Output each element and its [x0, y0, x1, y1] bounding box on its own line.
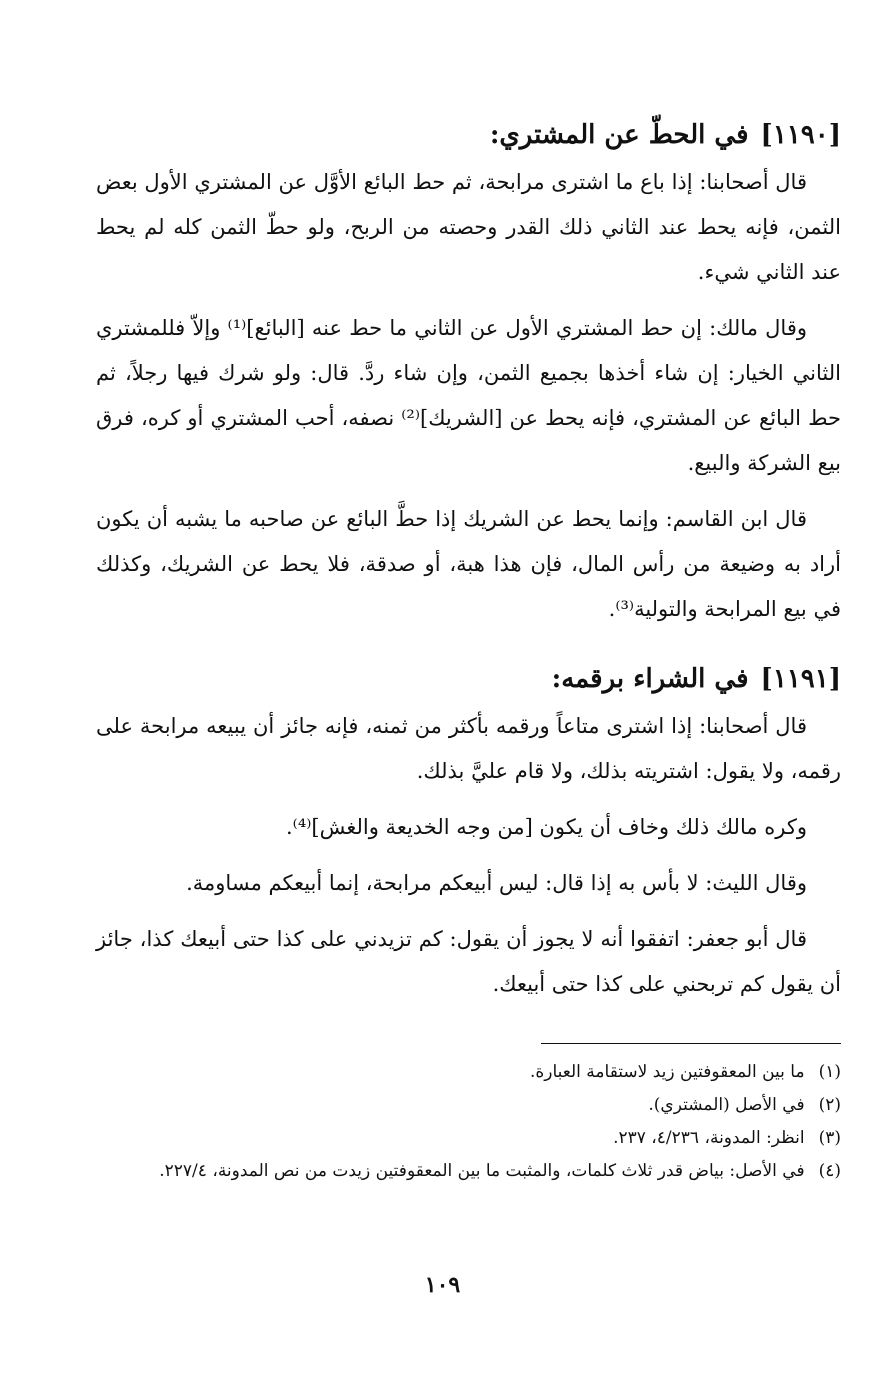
section-body-1191	[96, 704, 841, 1007]
footnote-number: (٤)	[818, 1161, 841, 1181]
section-body-1190	[96, 160, 841, 632]
paragraph: وقال الليث: لا بأس به إذا قال: ليس أبيعكم مرابحة، إنما أبيعكم مساومة.	[186, 871, 807, 895]
section-heading-1190	[96, 118, 841, 152]
footnote-text: ما بين المعقوفتين زيد لاستقامة العبارة.	[529, 1062, 805, 1082]
paragraph: قال أبو جعفر: اتفقوا أنه لا يجوز أن يقول: كم تزيدني على كذا حتى أبيعك كذا، جائز أن يقول كم تربحني على كذا حتى أبيعك.	[96, 927, 841, 996]
footnote-text: في الأصل (المشتري).	[648, 1095, 805, 1115]
section-heading-1191	[96, 662, 841, 696]
footnote	[96, 1155, 841, 1188]
paragraph: وكره مالك ذلك وخاف أن يكون [من وجه الخديعة والغش]⁽⁴⁾.	[285, 815, 807, 839]
paragraph: قال أصحابنا: إذا اشترى متاعاً ورقمه بأكثر من ثمنه، فإنه جائز أن يبيعه مرابحة على رقمه، ولا يقول: اشتريته بذلك، ولا قام عليَّ بذلك.	[96, 714, 841, 783]
paragraph: وقال مالك: إن حط المشتري الأول عن الثاني ما حط عنه [البائع]⁽¹⁾ وإلاّ فللمشتري الثاني الخيار: إن شاء أخذها بجميع الثمن، وإن شاء ردَّ. قال: ولو شرك فيها رجلاً، ثم حط البائع عن المشتري، فإنه يحط عن [الشريك]⁽²⁾ نصفه، أحب المشتري أو كره، فرق بيع الشركة والبيع.	[96, 316, 841, 475]
paragraph: قال ابن القاسم: وإنما يحط عن الشريك إذا حطَّ البائع عن صاحبه ما يشبه أن يكون أراد به وضيعة من رأس المال، فإن هذا هبة، أو صدقة، فلا يحط عن الشريك، وكذلك في بيع المرابحة والتولية⁽³⁾.	[96, 507, 841, 621]
section-title: في الشراء برقمه:	[551, 664, 749, 694]
section-title: في الحطّ عن المشتري:	[489, 120, 749, 150]
footnote	[96, 1122, 841, 1155]
page-number: ١٠٩	[424, 1272, 461, 1298]
footnote-text: انظر: المدونة، ٤/٢٣٦، ٢٣٧.	[613, 1128, 805, 1148]
paragraph: قال أصحابنا: إذا باع ما اشترى مرابحة، ثم حط البائع الأوَّل عن المشتري الأول بعض الثمن، فإنه يحط عند الثاني ذلك القدر وحصته من الربح، ولو حطّ الثمن كله لم يحط عند الثاني شيء.	[96, 170, 841, 284]
footnotes	[96, 1056, 841, 1188]
section-number: [١١٩١]	[760, 664, 841, 694]
section-number: [١١٩٠]	[760, 120, 841, 150]
footnote-text: في الأصل: بياض قدر ثلاث كلمات، والمثبت ما بين المعقوفتين زيدت من نص المدونة، ٢٢٧/٤.	[159, 1161, 805, 1181]
footnote-separator	[541, 1043, 841, 1044]
footnote	[96, 1089, 841, 1122]
footnote-number: (٣)	[818, 1128, 841, 1148]
footnote-number: (١)	[818, 1062, 841, 1082]
footnote-number: (٢)	[818, 1095, 841, 1115]
footnote	[96, 1056, 841, 1089]
